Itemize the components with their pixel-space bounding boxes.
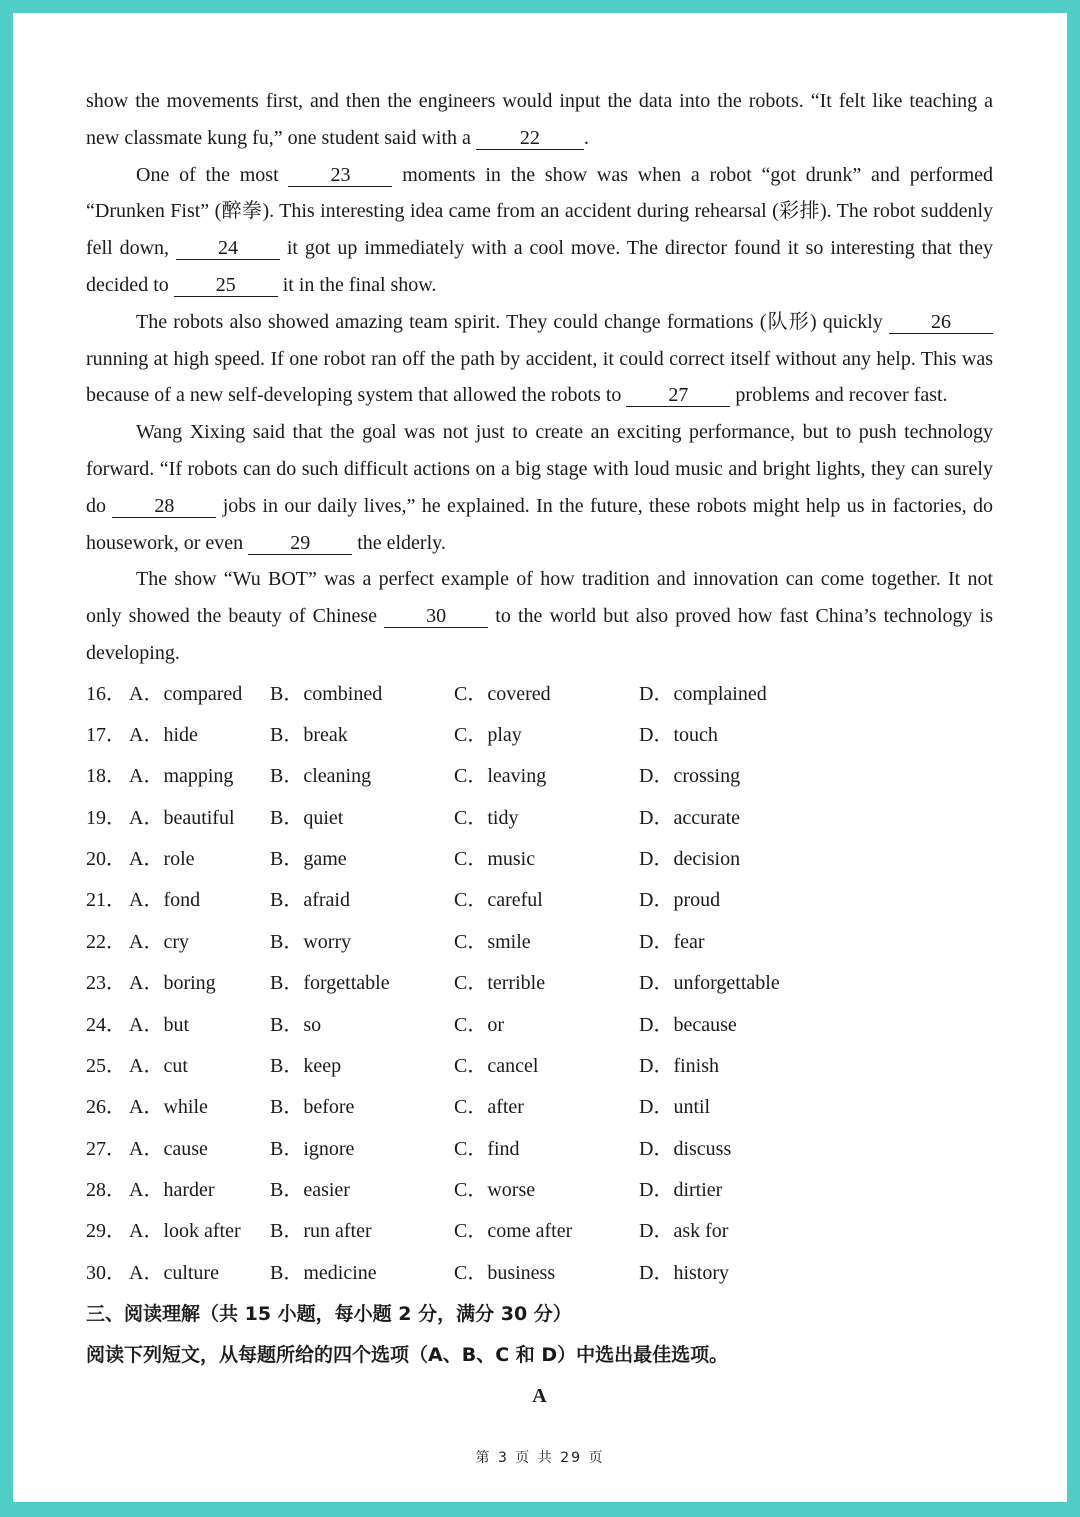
option-d: D．unforgettable: [639, 972, 780, 995]
option-d: D．accurate: [639, 806, 741, 829]
page-number: 第 3 页 共 29 页: [475, 1450, 605, 1466]
text: moments in the show was when a robot “got drunk” and performed “Drunken Fist” (醉拳). This interesting idea came from an accident during rehearsal (彩排). The robot suddenly fell down,: [86, 163, 994, 260]
option-a: A．harder: [129, 1178, 215, 1201]
blank-26: 26: [889, 311, 993, 334]
option-b: B．keep: [270, 1054, 342, 1077]
text: .: [583, 126, 589, 149]
option-row-26: [86, 1087, 993, 1128]
option-a: A．boring: [129, 972, 216, 995]
text: it in the final show.: [277, 273, 437, 296]
option-row-24: [86, 1005, 993, 1046]
option-b: B．game: [270, 848, 347, 871]
question-number: 30．: [86, 1261, 126, 1284]
option-b: B．medicine: [270, 1261, 377, 1284]
question-number: 23．: [86, 972, 126, 995]
option-a: A．compared: [129, 682, 243, 705]
question-number: 29．: [86, 1220, 126, 1243]
option-c: C．worse: [454, 1178, 536, 1201]
option-c: C．careful: [454, 889, 543, 912]
option-b: B．so: [270, 1013, 322, 1036]
option-d: D．complained: [639, 682, 767, 705]
option-c: C．after: [454, 1096, 524, 1119]
option-row-19: [86, 798, 993, 839]
passage-label: A: [532, 1384, 547, 1407]
option-a: A．fond: [129, 889, 201, 912]
question-number: 18．: [86, 765, 126, 788]
option-c: C．come after: [454, 1220, 573, 1243]
option-c: C．smile: [454, 930, 531, 953]
cloze-passage: [86, 83, 993, 672]
option-b: B．worry: [270, 930, 352, 953]
option-b: B．break: [270, 724, 348, 747]
option-a: A．mapping: [129, 765, 234, 788]
blank-28: 28: [112, 495, 216, 518]
option-a: A．cry: [129, 930, 189, 953]
option-row-29: [86, 1211, 993, 1252]
option-b: B．before: [270, 1096, 355, 1119]
option-row-30: [86, 1253, 993, 1294]
blank-23: 23: [288, 164, 392, 187]
option-b: B．forgettable: [270, 972, 390, 995]
option-d: D．ask for: [639, 1220, 729, 1243]
text: the elderly.: [352, 531, 446, 554]
option-b: B．quiet: [270, 806, 344, 829]
option-c: C．leaving: [454, 765, 547, 788]
question-number: 17．: [86, 724, 126, 747]
option-b: B．afraid: [270, 889, 350, 912]
option-b: B．cleaning: [270, 765, 372, 788]
paragraph-3: [86, 304, 993, 414]
blank-29: 29: [248, 532, 352, 555]
option-row-27: [86, 1129, 993, 1170]
option-d: D．finish: [639, 1054, 719, 1077]
option-row-25: [86, 1046, 993, 1087]
paragraph-4: [86, 414, 993, 561]
blank-22: 22: [476, 127, 584, 150]
question-number: 21．: [86, 889, 126, 912]
option-d: D．discuss: [639, 1137, 732, 1160]
option-d: D．because: [639, 1013, 737, 1036]
question-number: 27．: [86, 1137, 126, 1160]
text: The show “Wu BOT” was a perfect example of how tradition and innovation can come together. It not only showed the beauty of Chinese: [86, 568, 993, 628]
option-d: D．dirtier: [639, 1178, 723, 1201]
option-a: A．hide: [129, 724, 198, 747]
blank-24: 24: [176, 237, 280, 260]
text: it got up immediately with a cool move. The director found it so interesting that they decided to: [86, 237, 994, 296]
option-a: A．look after: [129, 1220, 241, 1243]
option-row-16: [86, 674, 993, 715]
option-row-21: [86, 880, 993, 921]
text: show the movements first, and then the engineers would input the data into the robots. “It felt like teaching a new classmate kung fu,” one student said with a: [86, 90, 993, 149]
option-a: A．while: [129, 1096, 208, 1119]
option-row-22: [86, 922, 993, 963]
option-row-18: [86, 756, 993, 797]
option-c: C．terrible: [454, 972, 546, 995]
text: Wang Xixing said that the goal was not just to create an exciting performance, but to push technology forward. “If robots can do such difficult actions on a big stage with loud music and bright lights, they can surely do: [86, 421, 993, 517]
option-b: B．easier: [270, 1178, 350, 1201]
option-a: A．cause: [129, 1137, 208, 1160]
option-d: D．fear: [639, 930, 705, 953]
option-d: D．touch: [639, 724, 718, 747]
option-c: C．play: [454, 724, 522, 747]
option-a: A．culture: [129, 1261, 219, 1284]
blank-25: 25: [174, 274, 278, 297]
option-b: B．ignore: [270, 1137, 355, 1160]
option-a: A．but: [129, 1013, 189, 1036]
option-d: D．proud: [639, 889, 721, 912]
section-title: 三、阅读理解（共 15 小题，每小题 2 分，满分 30 分）: [86, 1302, 572, 1325]
option-a: A．cut: [129, 1054, 188, 1077]
option-row-28: [86, 1170, 993, 1211]
option-a: A．beautiful: [129, 806, 235, 829]
paragraph-1: [86, 83, 993, 157]
question-number: 26．: [86, 1096, 126, 1119]
option-c: C．covered: [454, 682, 551, 705]
option-b: B．combined: [270, 682, 383, 705]
text: jobs in our daily lives,” he explained. In the future, these robots might help us in factories, do housework, or even: [86, 494, 993, 554]
question-number: 16．: [86, 682, 126, 705]
option-a: A．role: [129, 848, 195, 871]
option-c: C．or: [454, 1013, 504, 1036]
question-number: 24．: [86, 1013, 126, 1036]
option-row-17: [86, 715, 993, 756]
section-instruction: 阅读下列短文，从每题所给的四个选项（A、B、C 和 D）中选出最佳选项。: [86, 1343, 729, 1366]
option-c: C．music: [454, 848, 536, 871]
paragraph-2: [86, 157, 993, 304]
page-content: [86, 83, 993, 1416]
options-list: [86, 674, 993, 1294]
option-d: D．history: [639, 1261, 729, 1284]
option-b: B．run after: [270, 1220, 372, 1243]
option-row-20: [86, 839, 993, 880]
option-d: D．crossing: [639, 765, 741, 788]
text: One of the most: [136, 163, 289, 186]
option-c: C．find: [454, 1137, 520, 1160]
option-c: C．tidy: [454, 806, 519, 829]
option-row-23: [86, 963, 993, 1004]
paragraph-5: [86, 561, 993, 671]
text: running at high speed. If one robot ran off the path by accident, it could correct itself without any help. This was because of a new self-developing system that allowed the robots to: [86, 347, 993, 407]
question-number: 28．: [86, 1178, 126, 1201]
blank-27: 27: [626, 384, 730, 407]
option-d: D．until: [639, 1096, 711, 1119]
question-number: 22．: [86, 930, 126, 953]
blank-30: 30: [384, 605, 488, 628]
text: The robots also showed amazing team spirit. They could change formations (队形) quickly: [136, 310, 889, 333]
option-d: D．decision: [639, 848, 741, 871]
exam-page: [13, 13, 1067, 1502]
question-number: 20．: [86, 848, 126, 871]
text: to the world but also proved how fast China’s technology is developing.: [86, 605, 993, 664]
question-number: 19．: [86, 806, 126, 829]
text: problems and recover fast.: [730, 384, 948, 407]
option-c: C．cancel: [454, 1054, 539, 1077]
question-number: 25．: [86, 1054, 126, 1077]
option-c: C．business: [454, 1261, 556, 1284]
